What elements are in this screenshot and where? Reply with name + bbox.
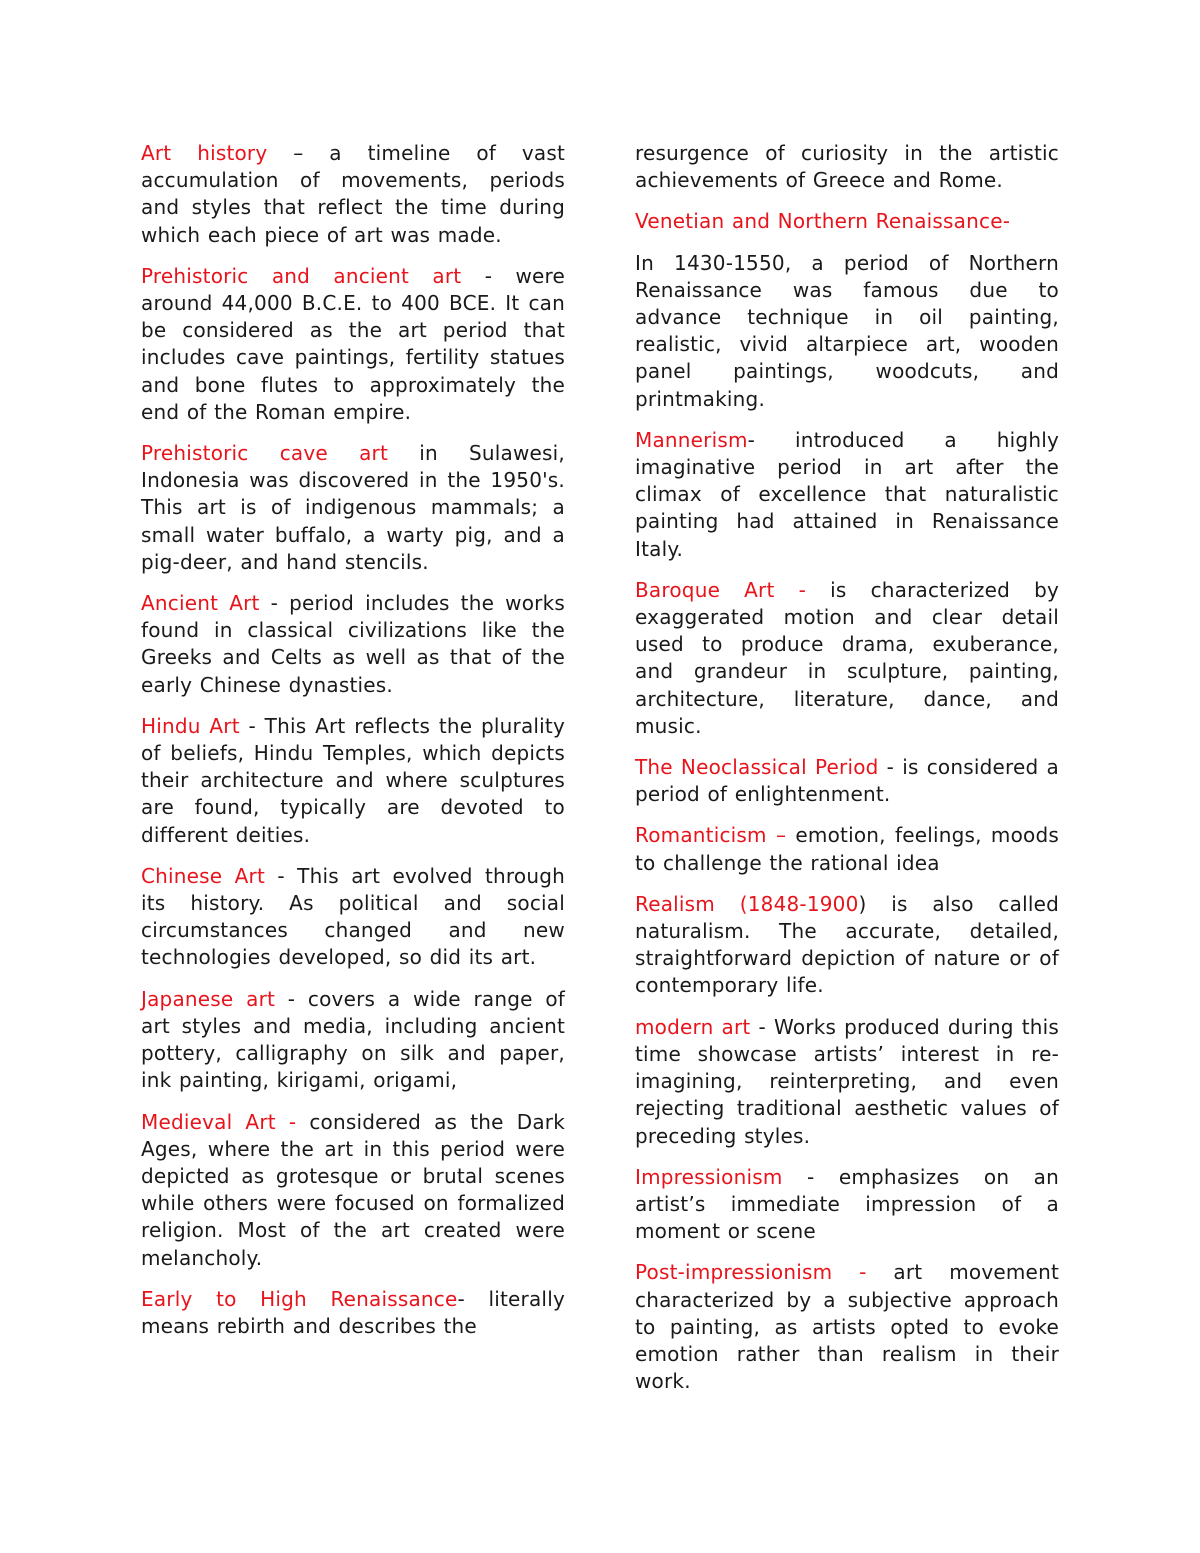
entry-term: Baroque Art -	[635, 577, 807, 602]
entry-text: resurgence of curiosity in the artistic achievements of Greece and Rome.	[635, 141, 1059, 193]
entry-term: Medieval Art -	[141, 1109, 297, 1134]
entry-term: Hindu Art	[141, 713, 240, 738]
entry-term: Venetian and Northern Renaissance	[635, 209, 1003, 234]
entry-text: - introduced a highly imaginative period in art after the climax of excellence that naturalistic painting had attained in Renaissance Italy.	[635, 427, 1059, 561]
entry-japanese-art	[141, 986, 565, 1095]
entry-term: Japanese art	[141, 986, 276, 1011]
entry-text: - period includes the works found in classical civilizations like the Greeks and Celts as well as that of the early Chinese dynasties.	[141, 591, 565, 697]
entry-text: emotion, feelings, moods to challenge the rational idea	[635, 823, 1059, 875]
entry-text: is characterized by exaggerated motion and clear detail used to produce drama, exuberance, and grandeur in sculpture, painting, architecture, literature, dance, and music.	[635, 577, 1060, 738]
entry-neoclassical-period	[635, 754, 1059, 808]
entry-term: Prehistoric and ancient art	[141, 263, 462, 288]
entry-art-history	[141, 140, 565, 249]
entry-renaissance-continued	[635, 140, 1059, 194]
entry-hindu-art	[141, 713, 565, 849]
entry-text: - literally means rebirth and describes the	[141, 1286, 565, 1338]
entry-romanticism	[635, 822, 1059, 876]
entry-term: The Neoclassical Period	[635, 755, 879, 780]
entry-ancient-art	[141, 590, 565, 699]
entry-text: in Sulawesi, Indonesia was discovered in the 1950's. This art is of indigenous mammals; a small water buffalo, a warty pig, and a pig-deer, and hand stencils.	[141, 441, 565, 574]
entry-realism	[635, 891, 1059, 1000]
entry-text: - were around 44,000 B.C.E. to 400 BCE. It can be considered as the art period that includes cave paintings, fertility statues and bone flutes to approximately the end of the Roman empire.	[141, 263, 565, 424]
entry-text: ) is also called naturalism. The accurate, detailed, straightforward depiction of nature or of contemporary life.	[635, 891, 1059, 998]
entry-text: - Works produced during this time showcase artists’ interest in re-imagining, reinterpreting, and even rejecting traditional aesthetic values of preceding styles.	[635, 1014, 1059, 1148]
entry-term: Prehistoric cave art	[141, 441, 388, 466]
entry-text: art movement characterized by a subjective approach to painting, as artists opted to evoke emotion rather than realism in their work.	[635, 1260, 1059, 1394]
entry-impressionism	[635, 1164, 1059, 1246]
entry-text: - This Art reflects the plurality of beliefs, Hindu Temples, which depicts their architecture and where sculptures are found, typically are devoted to different deities.	[141, 713, 565, 847]
entry-northern-renaissance-description	[635, 250, 1059, 413]
entry-modern-art	[635, 1014, 1059, 1150]
entry-term: Post-impressionism -	[635, 1260, 867, 1285]
entry-venetian-northern-renaissance	[635, 208, 1059, 235]
entry-prehistoric-ancient-art	[141, 263, 565, 426]
entry-text: - covers a wide range of art styles and media, including ancient pottery, calligraphy on silk and paper, ink painting, kirigami, origami,	[141, 986, 566, 1093]
entry-term: Art history	[141, 141, 268, 165]
entry-text: In 1430-1550, a period of Northern Renaissance was famous due to advance technique in oil painting, realistic, vivid altarpiece art, wooden panel paintings, woodcuts, and printmaking.	[635, 250, 1059, 411]
document-page	[141, 140, 1059, 1440]
entry-text: - is considered a period of enlightenment.	[635, 755, 1059, 807]
entry-text: considered as the Dark Ages, where the art in this period were depicted as grotesque or brutal scenes while others were focused on formalized religion. Most of the art created were melancholy.	[141, 1109, 565, 1270]
entry-term: Romanticism –	[635, 823, 787, 848]
entry-term: Mannerism	[635, 427, 748, 452]
entry-mannerism	[635, 427, 1059, 563]
entry-baroque-art	[635, 577, 1059, 740]
right-column	[635, 140, 1059, 1409]
entry-term: Chinese Art	[141, 863, 266, 888]
entry-text: - emphasizes on an artist’s immediate impression of a moment or scene	[635, 1164, 1059, 1244]
entry-term: Realism (1848-1900	[635, 891, 859, 916]
entry-prehistoric-cave-art	[141, 440, 565, 576]
entry-term: Early to High Renaissance	[141, 1286, 458, 1311]
entry-medieval-art	[141, 1109, 565, 1272]
entry-text: - This art evolved through its history. As political and social circumstances changed and new technologies developed, so did its art.	[141, 863, 565, 970]
entry-term: Ancient Art	[141, 591, 260, 616]
entry-text: -	[1002, 209, 1011, 234]
entry-term: modern art	[635, 1014, 751, 1039]
entry-early-high-renaissance	[141, 1286, 565, 1340]
left-column	[141, 140, 565, 1354]
entry-term: Impressionism	[635, 1164, 783, 1189]
entry-post-impressionism	[635, 1259, 1059, 1395]
entry-chinese-art	[141, 863, 565, 972]
entry-text: – a timeline of vast accumulation of movements, periods and styles that reflect the time during which each piece of art was made.	[141, 141, 566, 247]
